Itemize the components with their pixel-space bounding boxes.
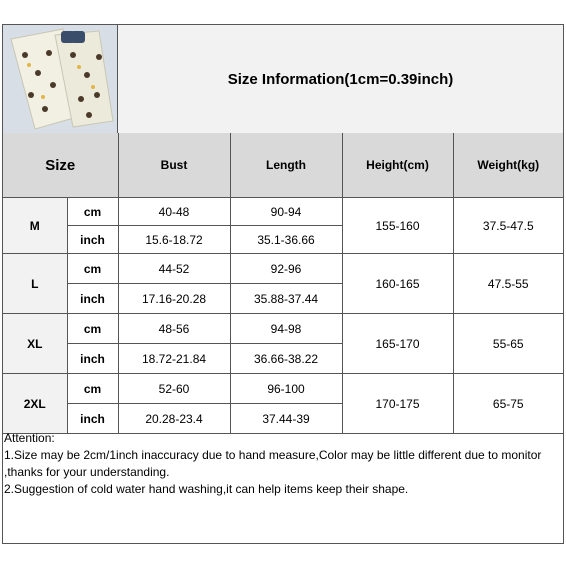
unit-cm: cm bbox=[67, 198, 118, 226]
col-height: Height(cm) bbox=[342, 133, 453, 198]
unit-inch: inch bbox=[67, 404, 118, 434]
length-inch: 35.1-36.66 bbox=[230, 226, 342, 254]
weight-value: 37.5-47.5 bbox=[453, 198, 563, 254]
chart-title: Size Information(1cm=0.39inch) bbox=[118, 25, 563, 133]
size-label: L bbox=[3, 254, 67, 314]
table-header-row bbox=[3, 133, 563, 198]
col-bust: Bust bbox=[118, 133, 230, 198]
length-cm: 92-96 bbox=[230, 254, 342, 284]
length-cm: 94-98 bbox=[230, 314, 342, 344]
bust-cm: 48-56 bbox=[118, 314, 230, 344]
weight-value: 55-65 bbox=[453, 314, 563, 374]
bust-inch: 15.6-18.72 bbox=[118, 226, 230, 254]
height-value: 170-175 bbox=[342, 374, 453, 434]
notes-heading: Attention: bbox=[4, 431, 55, 445]
size-label: XL bbox=[3, 314, 67, 374]
bust-inch: 20.28-23.4 bbox=[118, 404, 230, 434]
unit-cm: cm bbox=[67, 374, 118, 404]
table-row bbox=[3, 314, 563, 344]
bust-cm: 40-48 bbox=[118, 198, 230, 226]
pajama-pants-image bbox=[3, 25, 117, 133]
height-value: 165-170 bbox=[342, 314, 453, 374]
note-line-1: 1.Size may be 2cm/1inch inaccuracy due to hand measure,Color may be little different due to monitor ,thanks for your understanding. bbox=[4, 448, 542, 479]
length-cm: 96-100 bbox=[230, 374, 342, 404]
table-row bbox=[3, 374, 563, 404]
product-photo bbox=[3, 25, 118, 133]
table-row bbox=[3, 254, 563, 284]
bust-inch: 18.72-21.84 bbox=[118, 344, 230, 374]
attention-notes bbox=[4, 430, 560, 498]
size-label: 2XL bbox=[3, 374, 67, 434]
weight-value: 65-75 bbox=[453, 374, 563, 434]
col-length: Length bbox=[230, 133, 342, 198]
bust-cm: 52-60 bbox=[118, 374, 230, 404]
unit-inch: inch bbox=[67, 284, 118, 314]
length-inch: 35.88-37.44 bbox=[230, 284, 342, 314]
weight-value: 47.5-55 bbox=[453, 254, 563, 314]
unit-inch: inch bbox=[67, 344, 118, 374]
size-chart bbox=[2, 24, 564, 544]
length-inch: 37.44-39 bbox=[230, 404, 342, 434]
bust-cm: 44-52 bbox=[118, 254, 230, 284]
length-cm: 90-94 bbox=[230, 198, 342, 226]
length-inch: 36.66-38.22 bbox=[230, 344, 342, 374]
unit-inch: inch bbox=[67, 226, 118, 254]
bust-inch: 17.16-20.28 bbox=[118, 284, 230, 314]
col-weight: Weight(kg) bbox=[453, 133, 563, 198]
col-size: Size bbox=[3, 133, 118, 198]
height-value: 155-160 bbox=[342, 198, 453, 254]
height-value: 160-165 bbox=[342, 254, 453, 314]
table-row bbox=[3, 198, 563, 226]
note-line-2: 2.Suggestion of cold water hand washing,it can help items keep their shape. bbox=[4, 482, 409, 496]
unit-cm: cm bbox=[67, 254, 118, 284]
size-label: M bbox=[3, 198, 67, 254]
size-table bbox=[3, 133, 563, 434]
unit-cm: cm bbox=[67, 314, 118, 344]
chart-header bbox=[3, 25, 563, 134]
